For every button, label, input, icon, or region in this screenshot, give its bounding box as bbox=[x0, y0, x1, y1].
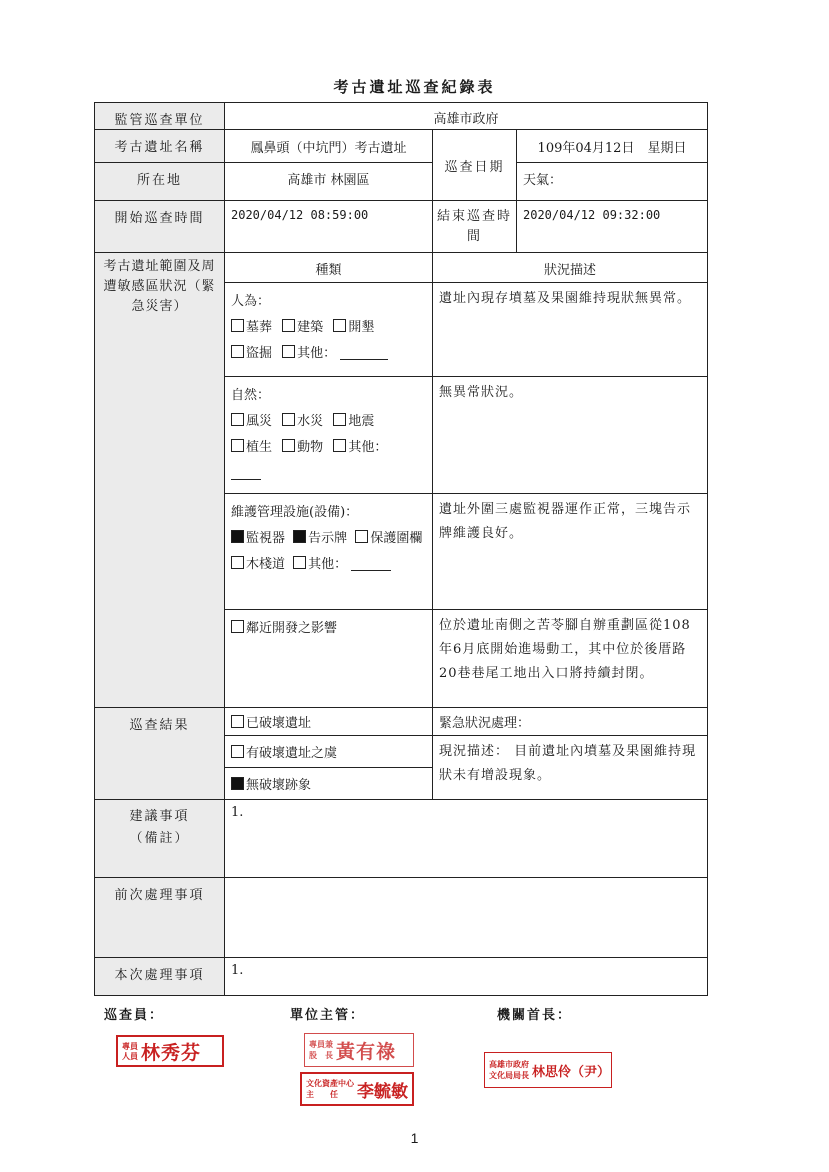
inspection-form bbox=[94, 102, 708, 996]
dev-desc: 位於遺址南側之苦苓腳自辦重劃區從108年6月底開始進場動工，其中位於後厝路20巷巷尾工地出入口將持續封閉。 bbox=[433, 610, 708, 708]
prev-label: 前次處理事項 bbox=[95, 878, 225, 958]
end-label: 結束巡查時間 bbox=[433, 201, 517, 253]
inspector-stamp-title: 專員 人員 bbox=[122, 1041, 138, 1061]
option-camera: 監視器 bbox=[246, 531, 286, 546]
date-label: 巡查日期 bbox=[433, 130, 517, 201]
checkbox-destroyed[interactable] bbox=[231, 715, 244, 728]
start-label: 開始巡查時間 bbox=[95, 201, 225, 253]
checkbox-building[interactable] bbox=[282, 319, 295, 332]
checkbox-tomb[interactable] bbox=[231, 319, 244, 332]
prev-value bbox=[225, 878, 708, 958]
site-label: 考古遺址名稱 bbox=[95, 130, 225, 163]
range-label: 考古遺址範圍及周遭敏感區狀況（緊急災害） bbox=[95, 253, 225, 708]
option-sign: 告示牌 bbox=[308, 531, 348, 546]
unit-value: 高雄市政府 bbox=[225, 103, 708, 130]
curr-label: 本次處理事項 bbox=[95, 958, 225, 996]
status-label: 現況描述： bbox=[439, 744, 510, 759]
checkbox-looting[interactable] bbox=[231, 345, 244, 358]
form-title: 考古遺址巡查紀錄表 bbox=[333, 78, 496, 96]
location-label: 所在地 bbox=[95, 163, 225, 201]
end-value: 2020/04/12 09:32:00 bbox=[517, 201, 708, 253]
checkbox-quake[interactable] bbox=[333, 413, 346, 426]
checkbox-nature-other[interactable] bbox=[333, 439, 346, 452]
dev-cell bbox=[225, 610, 433, 708]
option-cultivation: 開墾 bbox=[348, 320, 375, 335]
result-opt1-cell bbox=[225, 708, 433, 736]
result-label: 巡查結果 bbox=[95, 708, 225, 800]
option-dev: 鄰近開發之影響 bbox=[246, 621, 338, 636]
emergency-label: 緊急狀況處理： bbox=[433, 708, 708, 736]
option-human-other: 其他： bbox=[297, 346, 337, 361]
option-at-risk: 有破壞遺址之虞 bbox=[246, 746, 338, 761]
weather-label: 天氣： bbox=[517, 163, 708, 201]
inspector-stamp-name: 林秀芬 bbox=[141, 1041, 202, 1064]
site-value: 鳳鼻頭（中坑門）考古遺址 bbox=[225, 130, 433, 163]
option-flood: 水災 bbox=[297, 414, 324, 429]
page-number: 1 bbox=[410, 1130, 419, 1146]
location-value: 高雄市 林園區 bbox=[225, 163, 433, 201]
option-nature-other: 其他： bbox=[348, 440, 388, 455]
option-wind: 風災 bbox=[246, 414, 273, 429]
unit-label: 監管巡查單位 bbox=[95, 103, 225, 130]
facility-desc: 遺址外圍三處監視器運作正常，三塊告示牌維護良好。 bbox=[433, 494, 708, 610]
status-text: 目前遺址內墳墓及果園維持現狀未有增設現象。 bbox=[439, 744, 697, 783]
checkbox-animal[interactable] bbox=[282, 439, 295, 452]
checkbox-plant[interactable] bbox=[231, 439, 244, 452]
human-desc: 遺址內現存墳墓及果園維持現狀無異常。 bbox=[433, 283, 708, 377]
checkbox-camera[interactable] bbox=[231, 530, 244, 543]
head-stamp bbox=[484, 1052, 612, 1088]
human-title: 人為： bbox=[231, 294, 271, 309]
curr-value: 1. bbox=[225, 958, 708, 996]
facility-title: 維護管理設施(設備)： bbox=[231, 505, 359, 520]
head-stamp-title: 高雄市政府 文化局局長 bbox=[489, 1059, 529, 1080]
nature-desc: 無異常狀況。 bbox=[433, 377, 708, 494]
checkbox-facility-other[interactable] bbox=[293, 556, 306, 569]
date-value: 109年04月12日 星期日 bbox=[517, 130, 708, 163]
supervisor-stamp-name: 黃有祿 bbox=[336, 1040, 397, 1063]
human-cell bbox=[225, 283, 433, 377]
start-value: 2020/04/12 08:59:00 bbox=[225, 201, 433, 253]
checkbox-fence[interactable] bbox=[355, 530, 368, 543]
checkbox-boardwalk[interactable] bbox=[231, 556, 244, 569]
option-tomb: 墓葬 bbox=[246, 320, 273, 335]
head-label: 機關首長： bbox=[497, 1008, 573, 1023]
option-building: 建築 bbox=[297, 320, 324, 335]
option-no-damage: 無破壞跡象 bbox=[246, 778, 312, 793]
option-animal: 動物 bbox=[297, 440, 324, 455]
checkbox-human-other[interactable] bbox=[282, 345, 295, 358]
inspector-label: 巡查員： bbox=[104, 1008, 165, 1023]
checkbox-wind[interactable] bbox=[231, 413, 244, 426]
facility-cell bbox=[225, 494, 433, 610]
checkbox-dev[interactable] bbox=[231, 620, 244, 633]
center-director-stamp bbox=[300, 1072, 414, 1106]
suggest-value: 1. bbox=[225, 800, 708, 878]
checkbox-at-risk[interactable] bbox=[231, 745, 244, 758]
center-director-stamp-name: 李毓敏 bbox=[357, 1081, 408, 1102]
supervisor-label: 單位主管： bbox=[290, 1008, 366, 1023]
option-fence: 保護圍欄 bbox=[370, 531, 423, 546]
checkbox-flood[interactable] bbox=[282, 413, 295, 426]
suggest-label-cell bbox=[95, 800, 225, 878]
checkbox-sign[interactable] bbox=[293, 530, 306, 543]
option-boardwalk: 木棧道 bbox=[246, 557, 286, 572]
checkbox-no-damage[interactable] bbox=[231, 777, 244, 790]
option-facility-other: 其他： bbox=[308, 557, 348, 572]
option-plant: 植生 bbox=[246, 440, 273, 455]
checkbox-cultivation[interactable] bbox=[333, 319, 346, 332]
nature-cell bbox=[225, 377, 433, 494]
suggest-label: 建議事項 bbox=[129, 809, 190, 824]
status-cell bbox=[433, 736, 708, 800]
supervisor-stamp-title: 專員兼 股 長 bbox=[309, 1039, 333, 1060]
col-type-header: 種類 bbox=[225, 253, 433, 283]
center-director-stamp-title: 文化資產中心 主 任 bbox=[306, 1078, 354, 1099]
col-desc-header: 狀況描述 bbox=[433, 253, 708, 283]
option-looting: 盜掘 bbox=[246, 346, 273, 361]
nature-title: 自然： bbox=[231, 388, 271, 403]
option-quake: 地震 bbox=[348, 414, 375, 429]
supervisor-stamp bbox=[304, 1033, 414, 1067]
head-stamp-name: 林思伶（尹） bbox=[532, 1064, 611, 1080]
result-opt2-cell bbox=[225, 736, 433, 768]
option-destroyed: 已破壞遺址 bbox=[246, 716, 312, 731]
inspector-stamp bbox=[116, 1035, 224, 1067]
result-opt3-cell bbox=[225, 768, 433, 800]
suggest-sub: （備註） bbox=[129, 831, 190, 846]
